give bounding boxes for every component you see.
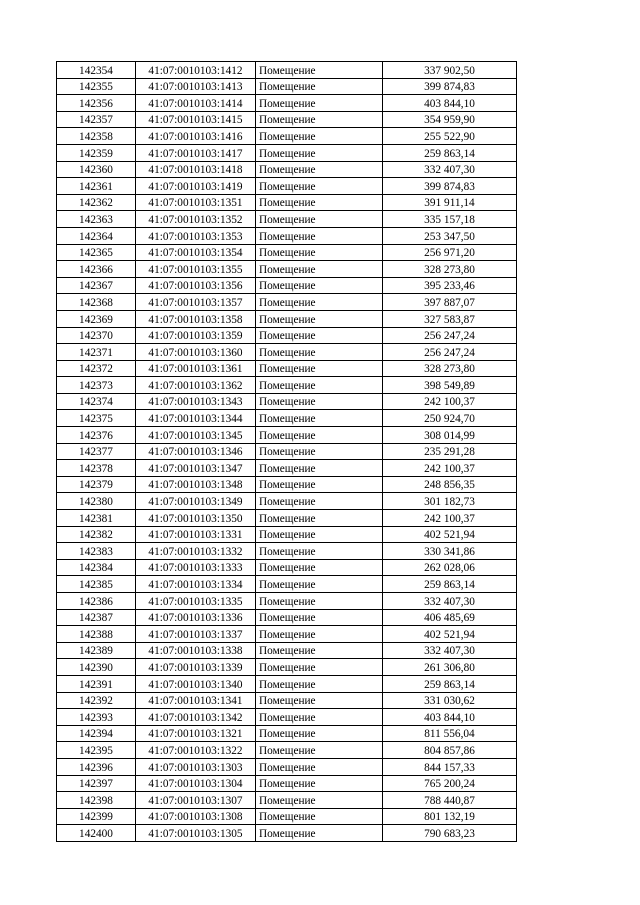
table-row bbox=[57, 62, 517, 79]
cadastral-number-cell: 41:07:0010103:1333 bbox=[136, 559, 256, 576]
cadastral-number-cell: 41:07:0010103:1335 bbox=[136, 593, 256, 610]
cadastral-number-cell: 41:07:0010103:1349 bbox=[136, 493, 256, 510]
row-number-cell: 142396 bbox=[57, 758, 136, 775]
table-row bbox=[57, 194, 517, 211]
object-type-cell: Помещение bbox=[256, 244, 383, 261]
row-number-cell: 142385 bbox=[57, 576, 136, 593]
cadastral-number-cell: 41:07:0010103:1341 bbox=[136, 692, 256, 709]
row-number-cell: 142379 bbox=[57, 476, 136, 493]
object-type-cell: Помещение bbox=[256, 393, 383, 410]
cadastral-number-cell: 41:07:0010103:1346 bbox=[136, 443, 256, 460]
row-number-cell: 142400 bbox=[57, 825, 136, 842]
table-row bbox=[57, 393, 517, 410]
table-row bbox=[57, 808, 517, 825]
row-number-cell: 142356 bbox=[57, 95, 136, 112]
row-number-cell: 142368 bbox=[57, 294, 136, 311]
cadastral-number-cell: 41:07:0010103:1352 bbox=[136, 211, 256, 228]
table-row bbox=[57, 427, 517, 444]
table-row bbox=[57, 310, 517, 327]
table-row bbox=[57, 128, 517, 145]
object-type-cell: Помещение bbox=[256, 692, 383, 709]
cadastral-number-cell: 41:07:0010103:1338 bbox=[136, 642, 256, 659]
cadastral-value-cell: 801 132,19 bbox=[383, 808, 517, 825]
table-row bbox=[57, 476, 517, 493]
table-row bbox=[57, 78, 517, 95]
table-row bbox=[57, 593, 517, 610]
row-number-cell: 142362 bbox=[57, 194, 136, 211]
row-number-cell: 142361 bbox=[57, 178, 136, 195]
cadastral-number-cell: 41:07:0010103:1336 bbox=[136, 609, 256, 626]
cadastral-number-cell: 41:07:0010103:1355 bbox=[136, 261, 256, 278]
cadastral-number-cell: 41:07:0010103:1331 bbox=[136, 526, 256, 543]
row-number-cell: 142370 bbox=[57, 327, 136, 344]
cadastral-number-cell: 41:07:0010103:1307 bbox=[136, 792, 256, 809]
row-number-cell: 142355 bbox=[57, 78, 136, 95]
row-number-cell: 142363 bbox=[57, 211, 136, 228]
cadastral-number-cell: 41:07:0010103:1348 bbox=[136, 476, 256, 493]
row-number-cell: 142360 bbox=[57, 161, 136, 178]
cadastral-value-cell: 398 549,89 bbox=[383, 377, 517, 394]
cadastral-number-cell: 41:07:0010103:1304 bbox=[136, 775, 256, 792]
row-number-cell: 142388 bbox=[57, 626, 136, 643]
cadastral-number-cell: 41:07:0010103:1419 bbox=[136, 178, 256, 195]
cadastral-value-cell: 256 247,24 bbox=[383, 344, 517, 361]
table-row bbox=[57, 692, 517, 709]
object-type-cell: Помещение bbox=[256, 178, 383, 195]
table-row bbox=[57, 327, 517, 344]
cadastral-value-cell: 402 521,94 bbox=[383, 626, 517, 643]
cadastral-number-cell: 41:07:0010103:1358 bbox=[136, 310, 256, 327]
table-row bbox=[57, 725, 517, 742]
cadastral-value-cell: 242 100,37 bbox=[383, 460, 517, 477]
table-row bbox=[57, 659, 517, 676]
object-type-cell: Помещение bbox=[256, 725, 383, 742]
row-number-cell: 142358 bbox=[57, 128, 136, 145]
object-type-cell: Помещение bbox=[256, 111, 383, 128]
cadastral-number-cell: 41:07:0010103:1305 bbox=[136, 825, 256, 842]
table-row bbox=[57, 261, 517, 278]
object-type-cell: Помещение bbox=[256, 161, 383, 178]
row-number-cell: 142372 bbox=[57, 360, 136, 377]
table-row bbox=[57, 360, 517, 377]
object-type-cell: Помещение bbox=[256, 742, 383, 759]
table-row bbox=[57, 825, 517, 842]
cadastral-number-cell: 41:07:0010103:1347 bbox=[136, 460, 256, 477]
cadastral-value-cell: 242 100,37 bbox=[383, 393, 517, 410]
row-number-cell: 142387 bbox=[57, 609, 136, 626]
cadastral-value-cell: 259 863,14 bbox=[383, 144, 517, 161]
cadastral-value-cell: 332 407,30 bbox=[383, 642, 517, 659]
object-type-cell: Помещение bbox=[256, 194, 383, 211]
cadastral-number-cell: 41:07:0010103:1353 bbox=[136, 227, 256, 244]
object-type-cell: Помещение bbox=[256, 310, 383, 327]
row-number-cell: 142394 bbox=[57, 725, 136, 742]
table-row bbox=[57, 709, 517, 726]
object-type-cell: Помещение bbox=[256, 78, 383, 95]
row-number-cell: 142371 bbox=[57, 344, 136, 361]
object-type-cell: Помещение bbox=[256, 327, 383, 344]
cadastral-number-cell: 41:07:0010103:1337 bbox=[136, 626, 256, 643]
row-number-cell: 142398 bbox=[57, 792, 136, 809]
table-row bbox=[57, 775, 517, 792]
cadastral-value-cell: 301 182,73 bbox=[383, 493, 517, 510]
cadastral-value-cell: 395 233,46 bbox=[383, 277, 517, 294]
table-row bbox=[57, 559, 517, 576]
row-number-cell: 142376 bbox=[57, 427, 136, 444]
cadastral-value-cell: 765 200,24 bbox=[383, 775, 517, 792]
cadastral-number-cell: 41:07:0010103:1332 bbox=[136, 543, 256, 560]
cadastral-number-cell: 41:07:0010103:1339 bbox=[136, 659, 256, 676]
cadastral-value-cell: 804 857,86 bbox=[383, 742, 517, 759]
table-row bbox=[57, 344, 517, 361]
cadastral-value-cell: 259 863,14 bbox=[383, 576, 517, 593]
cadastral-number-cell: 41:07:0010103:1345 bbox=[136, 427, 256, 444]
cadastral-value-cell: 397 887,07 bbox=[383, 294, 517, 311]
cadastral-number-cell: 41:07:0010103:1416 bbox=[136, 128, 256, 145]
cadastral-number-cell: 41:07:0010103:1342 bbox=[136, 709, 256, 726]
row-number-cell: 142369 bbox=[57, 310, 136, 327]
cadastral-value-cell: 788 440,87 bbox=[383, 792, 517, 809]
table-row bbox=[57, 642, 517, 659]
row-number-cell: 142364 bbox=[57, 227, 136, 244]
cadastral-value-cell: 308 014,99 bbox=[383, 427, 517, 444]
cadastral-value-cell: 403 844,10 bbox=[383, 709, 517, 726]
row-number-cell: 142382 bbox=[57, 526, 136, 543]
row-number-cell: 142365 bbox=[57, 244, 136, 261]
table-row bbox=[57, 543, 517, 560]
object-type-cell: Помещение bbox=[256, 675, 383, 692]
cadastral-value-cell: 391 911,14 bbox=[383, 194, 517, 211]
object-type-cell: Помещение bbox=[256, 526, 383, 543]
cadastral-number-cell: 41:07:0010103:1351 bbox=[136, 194, 256, 211]
cadastral-number-cell: 41:07:0010103:1354 bbox=[136, 244, 256, 261]
row-number-cell: 142354 bbox=[57, 62, 136, 79]
table-row bbox=[57, 626, 517, 643]
cadastral-value-cell: 402 521,94 bbox=[383, 526, 517, 543]
object-type-cell: Помещение bbox=[256, 360, 383, 377]
cadastral-number-cell: 41:07:0010103:1357 bbox=[136, 294, 256, 311]
table-row bbox=[57, 294, 517, 311]
cadastral-value-cell: 403 844,10 bbox=[383, 95, 517, 112]
object-type-cell: Помещение bbox=[256, 626, 383, 643]
cadastral-value-cell: 811 556,04 bbox=[383, 725, 517, 742]
table-row bbox=[57, 675, 517, 692]
cadastral-value-cell: 242 100,37 bbox=[383, 510, 517, 527]
cadastral-value-cell: 354 959,90 bbox=[383, 111, 517, 128]
object-type-cell: Помещение bbox=[256, 95, 383, 112]
row-number-cell: 142386 bbox=[57, 593, 136, 610]
table-row bbox=[57, 111, 517, 128]
row-number-cell: 142378 bbox=[57, 460, 136, 477]
object-type-cell: Помещение bbox=[256, 576, 383, 593]
cadastral-value-cell: 262 028,06 bbox=[383, 559, 517, 576]
table-row bbox=[57, 211, 517, 228]
cadastral-value-cell: 399 874,83 bbox=[383, 178, 517, 195]
table-row bbox=[57, 792, 517, 809]
object-type-cell: Помещение bbox=[256, 144, 383, 161]
object-type-cell: Помещение bbox=[256, 277, 383, 294]
cadastral-value-cell: 261 306,80 bbox=[383, 659, 517, 676]
cadastral-number-cell: 41:07:0010103:1415 bbox=[136, 111, 256, 128]
cadastral-number-cell: 41:07:0010103:1413 bbox=[136, 78, 256, 95]
row-number-cell: 142381 bbox=[57, 510, 136, 527]
object-type-cell: Помещение bbox=[256, 510, 383, 527]
object-type-cell: Помещение bbox=[256, 128, 383, 145]
object-type-cell: Помещение bbox=[256, 62, 383, 79]
cadastral-number-cell: 41:07:0010103:1340 bbox=[136, 675, 256, 692]
table-row bbox=[57, 227, 517, 244]
cadastral-number-cell: 41:07:0010103:1360 bbox=[136, 344, 256, 361]
table-row bbox=[57, 95, 517, 112]
table-row bbox=[57, 178, 517, 195]
cadastral-value-cell: 327 583,87 bbox=[383, 310, 517, 327]
cadastral-number-cell: 41:07:0010103:1361 bbox=[136, 360, 256, 377]
object-type-cell: Помещение bbox=[256, 775, 383, 792]
cadastral-number-cell: 41:07:0010103:1343 bbox=[136, 393, 256, 410]
object-type-cell: Помещение bbox=[256, 808, 383, 825]
object-type-cell: Помещение bbox=[256, 642, 383, 659]
row-number-cell: 142380 bbox=[57, 493, 136, 510]
cadastral-value-cell: 248 856,35 bbox=[383, 476, 517, 493]
row-number-cell: 142359 bbox=[57, 144, 136, 161]
object-type-cell: Помещение bbox=[256, 792, 383, 809]
cadastral-value-cell: 253 347,50 bbox=[383, 227, 517, 244]
row-number-cell: 142366 bbox=[57, 261, 136, 278]
row-number-cell: 142357 bbox=[57, 111, 136, 128]
row-number-cell: 142390 bbox=[57, 659, 136, 676]
object-type-cell: Помещение bbox=[256, 709, 383, 726]
cadastral-number-cell: 41:07:0010103:1344 bbox=[136, 410, 256, 427]
cadastral-value-cell: 399 874,83 bbox=[383, 78, 517, 95]
object-type-cell: Помещение bbox=[256, 427, 383, 444]
table-body bbox=[57, 62, 517, 842]
row-number-cell: 142399 bbox=[57, 808, 136, 825]
cadastral-value-cell: 328 273,80 bbox=[383, 360, 517, 377]
table-row bbox=[57, 410, 517, 427]
row-number-cell: 142389 bbox=[57, 642, 136, 659]
table-row bbox=[57, 161, 517, 178]
row-number-cell: 142395 bbox=[57, 742, 136, 759]
object-type-cell: Помещение bbox=[256, 410, 383, 427]
object-type-cell: Помещение bbox=[256, 261, 383, 278]
row-number-cell: 142367 bbox=[57, 277, 136, 294]
cadastral-number-cell: 41:07:0010103:1350 bbox=[136, 510, 256, 527]
cadastral-number-cell: 41:07:0010103:1334 bbox=[136, 576, 256, 593]
object-type-cell: Помещение bbox=[256, 476, 383, 493]
cadastral-value-cell: 256 971,20 bbox=[383, 244, 517, 261]
table-row bbox=[57, 277, 517, 294]
cadastral-value-cell: 844 157,33 bbox=[383, 758, 517, 775]
table-row bbox=[57, 244, 517, 261]
table-row bbox=[57, 443, 517, 460]
cadastral-value-cell: 337 902,50 bbox=[383, 62, 517, 79]
cadastral-number-cell: 41:07:0010103:1356 bbox=[136, 277, 256, 294]
cadastral-value-cell: 235 291,28 bbox=[383, 443, 517, 460]
object-type-cell: Помещение bbox=[256, 211, 383, 228]
object-type-cell: Помещение bbox=[256, 344, 383, 361]
property-table bbox=[56, 61, 517, 842]
table-row bbox=[57, 460, 517, 477]
cadastral-value-cell: 406 485,69 bbox=[383, 609, 517, 626]
cadastral-number-cell: 41:07:0010103:1418 bbox=[136, 161, 256, 178]
object-type-cell: Помещение bbox=[256, 593, 383, 610]
row-number-cell: 142383 bbox=[57, 543, 136, 560]
table-row bbox=[57, 526, 517, 543]
table-row bbox=[57, 377, 517, 394]
table-row bbox=[57, 493, 517, 510]
object-type-cell: Помещение bbox=[256, 443, 383, 460]
cadastral-number-cell: 41:07:0010103:1417 bbox=[136, 144, 256, 161]
object-type-cell: Помещение bbox=[256, 825, 383, 842]
object-type-cell: Помещение bbox=[256, 659, 383, 676]
cadastral-number-cell: 41:07:0010103:1359 bbox=[136, 327, 256, 344]
row-number-cell: 142397 bbox=[57, 775, 136, 792]
row-number-cell: 142391 bbox=[57, 675, 136, 692]
cadastral-value-cell: 330 341,86 bbox=[383, 543, 517, 560]
cadastral-value-cell: 250 924,70 bbox=[383, 410, 517, 427]
object-type-cell: Помещение bbox=[256, 543, 383, 560]
cadastral-value-cell: 328 273,80 bbox=[383, 261, 517, 278]
cadastral-value-cell: 256 247,24 bbox=[383, 327, 517, 344]
cadastral-value-cell: 255 522,90 bbox=[383, 128, 517, 145]
row-number-cell: 142377 bbox=[57, 443, 136, 460]
cadastral-value-cell: 332 407,30 bbox=[383, 161, 517, 178]
table-row bbox=[57, 742, 517, 759]
object-type-cell: Помещение bbox=[256, 758, 383, 775]
row-number-cell: 142393 bbox=[57, 709, 136, 726]
cadastral-value-cell: 335 157,18 bbox=[383, 211, 517, 228]
object-type-cell: Помещение bbox=[256, 493, 383, 510]
row-number-cell: 142392 bbox=[57, 692, 136, 709]
object-type-cell: Помещение bbox=[256, 460, 383, 477]
table-row bbox=[57, 510, 517, 527]
table-row bbox=[57, 609, 517, 626]
cadastral-number-cell: 41:07:0010103:1412 bbox=[136, 62, 256, 79]
row-number-cell: 142375 bbox=[57, 410, 136, 427]
object-type-cell: Помещение bbox=[256, 559, 383, 576]
cadastral-number-cell: 41:07:0010103:1308 bbox=[136, 808, 256, 825]
object-type-cell: Помещение bbox=[256, 609, 383, 626]
cadastral-number-cell: 41:07:0010103:1321 bbox=[136, 725, 256, 742]
table-row bbox=[57, 758, 517, 775]
object-type-cell: Помещение bbox=[256, 377, 383, 394]
table-row bbox=[57, 144, 517, 161]
cadastral-value-cell: 259 863,14 bbox=[383, 675, 517, 692]
object-type-cell: Помещение bbox=[256, 227, 383, 244]
table-row bbox=[57, 576, 517, 593]
cadastral-value-cell: 332 407,30 bbox=[383, 593, 517, 610]
row-number-cell: 142384 bbox=[57, 559, 136, 576]
cadastral-number-cell: 41:07:0010103:1322 bbox=[136, 742, 256, 759]
object-type-cell: Помещение bbox=[256, 294, 383, 311]
row-number-cell: 142374 bbox=[57, 393, 136, 410]
cadastral-value-cell: 790 683,23 bbox=[383, 825, 517, 842]
row-number-cell: 142373 bbox=[57, 377, 136, 394]
cadastral-number-cell: 41:07:0010103:1362 bbox=[136, 377, 256, 394]
cadastral-value-cell: 331 030,62 bbox=[383, 692, 517, 709]
cadastral-number-cell: 41:07:0010103:1414 bbox=[136, 95, 256, 112]
cadastral-number-cell: 41:07:0010103:1303 bbox=[136, 758, 256, 775]
